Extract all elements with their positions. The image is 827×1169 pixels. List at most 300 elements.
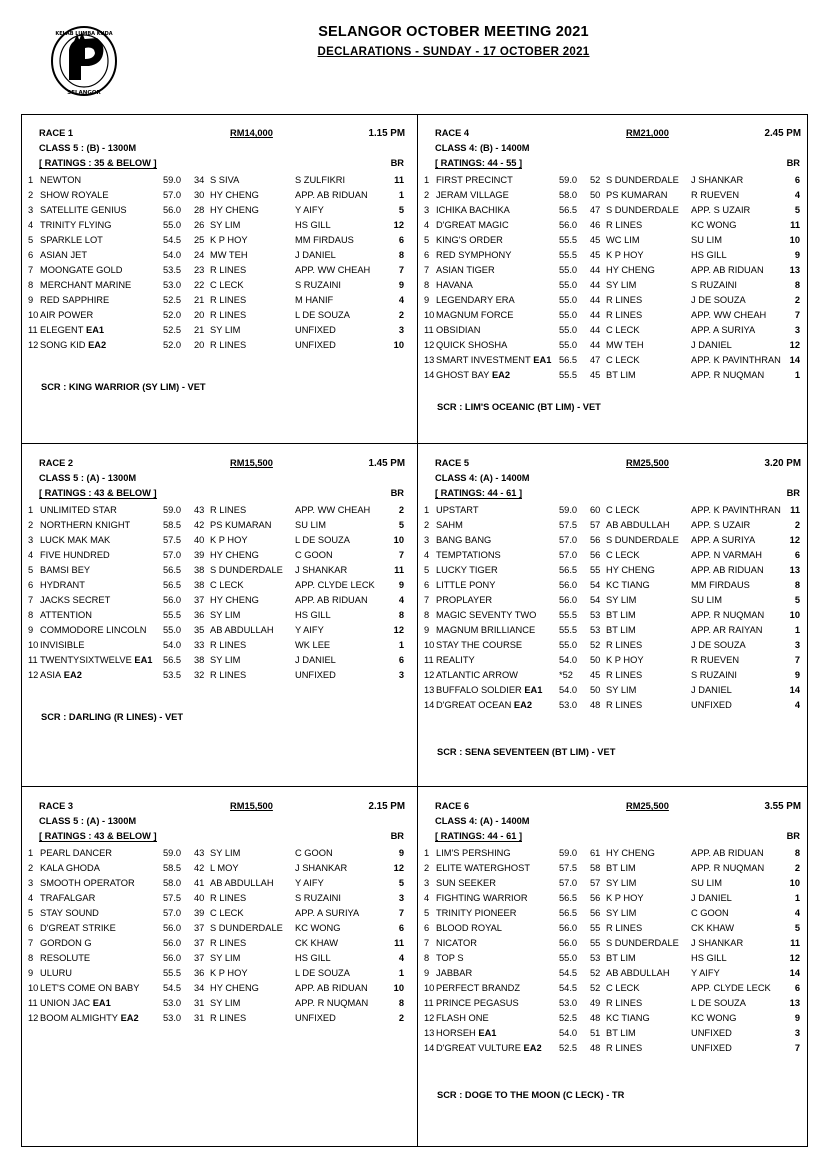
runner-number: 11: [424, 998, 434, 1008]
horse-name-cell: [436, 593, 492, 608]
runner-number: 3: [28, 205, 34, 215]
rating: 20: [194, 340, 205, 350]
horse-name-cell: [40, 951, 90, 966]
weight: 53.0: [163, 280, 182, 290]
runner-row: [21, 668, 415, 683]
runner-row: [21, 846, 415, 861]
runner-list: [21, 173, 415, 353]
runner-row: [417, 668, 811, 683]
jockey: S DUNDERDALE: [606, 938, 679, 948]
race-name: RACE 4: [435, 128, 470, 138]
barrier: 14: [789, 685, 800, 695]
jockey: R LINES: [606, 998, 643, 1008]
runner-row: [417, 503, 811, 518]
horse-name: HYDRANT: [40, 580, 85, 590]
barrier: 9: [398, 848, 404, 858]
race-block: [21, 444, 415, 774]
horse-name-cell: [40, 846, 112, 861]
horse-name: FIGHTING WARRIOR: [436, 893, 528, 903]
runner-row: [21, 1011, 415, 1026]
barrier: 7: [398, 265, 404, 275]
rating: 21: [194, 295, 205, 305]
rating: 42: [194, 520, 205, 530]
emergency-tag: EA1: [524, 685, 543, 695]
rating: 24: [194, 250, 205, 260]
horse-name: LITTLE PONY: [436, 580, 496, 590]
runner-row: [21, 638, 415, 653]
trainer: APP. S UZAIR: [691, 205, 751, 215]
race-class: CLASS 4: (A) - 1400M: [435, 473, 530, 483]
horse-name: RED SYMPHONY: [436, 250, 512, 260]
trainer: SU LIM: [691, 235, 722, 245]
jockey: R LINES: [606, 1043, 643, 1053]
barrier: 3: [794, 1028, 800, 1038]
barrier: 11: [394, 565, 404, 575]
weight: 55.0: [559, 640, 578, 650]
barrier: 7: [398, 550, 404, 560]
runner-number: 11: [28, 655, 38, 665]
rating: 26: [194, 220, 205, 230]
runner-number: 11: [28, 998, 38, 1008]
horse-name-cell: [436, 653, 475, 668]
runner-row: [21, 548, 415, 563]
weight: 56.5: [559, 355, 578, 365]
rating: 48: [590, 700, 601, 710]
horse-name: UNION JAC: [40, 998, 91, 1008]
jockey: HY CHENG: [606, 265, 655, 275]
horse-name: FLASH ONE: [436, 1013, 489, 1023]
barrier: 1: [398, 968, 404, 978]
trainer: C GOON: [295, 848, 333, 858]
rating: 56: [590, 535, 601, 545]
barrier: 5: [794, 923, 800, 933]
emergency-tag: EA2: [63, 670, 82, 680]
barrier: 5: [398, 205, 404, 215]
trainer: APP. AR RAIYAN: [691, 625, 763, 635]
barrier: 4: [794, 700, 800, 710]
jockey: R LINES: [210, 938, 247, 948]
rating: 36: [194, 968, 205, 978]
horse-name-cell: [436, 981, 520, 996]
jockey: R LINES: [606, 220, 643, 230]
rating: 45: [590, 370, 601, 380]
barrier: 6: [794, 983, 800, 993]
horse-name: KALA GHODA: [40, 863, 100, 873]
trainer: SU LIM: [295, 520, 326, 530]
jockey: SY LIM: [210, 610, 241, 620]
race-name: RACE 6: [435, 801, 470, 811]
runner-row: [417, 906, 811, 921]
barrier: 7: [794, 655, 800, 665]
barrier: 1: [794, 625, 800, 635]
runner-row: [417, 563, 811, 578]
barrier: 1: [398, 190, 404, 200]
jockey: AB ABDULLAH: [210, 625, 274, 635]
horse-name: TRINITY FLYING: [40, 220, 112, 230]
jockey: BT LIM: [606, 1028, 636, 1038]
jockey: C LECK: [210, 580, 244, 590]
horse-name: BANG BANG: [436, 535, 492, 545]
barrier: 4: [398, 953, 404, 963]
jockey: L MOY: [210, 863, 239, 873]
trainer: S RUZAINI: [295, 893, 341, 903]
jockey: R LINES: [210, 640, 247, 650]
barrier: 8: [794, 280, 800, 290]
runner-row: [21, 996, 415, 1011]
runner-row: [417, 861, 811, 876]
runner-number: 7: [424, 938, 430, 948]
runner-number: 6: [28, 923, 34, 933]
weight: 57.0: [559, 550, 578, 560]
runner-number: 3: [424, 205, 430, 215]
runner-row: [21, 861, 415, 876]
rating: 52: [590, 175, 601, 185]
weight: 52.0: [163, 340, 182, 350]
horse-name: TRAFALGAR: [40, 893, 96, 903]
trainer: R RUEVEN: [691, 190, 740, 200]
horse-name-cell: [436, 233, 503, 248]
jockey: R LINES: [606, 310, 643, 320]
jockey: C LECK: [606, 325, 640, 335]
emergency-tag: EA2: [88, 340, 107, 350]
jockey: C LECK: [210, 908, 244, 918]
barrier: 8: [398, 250, 404, 260]
trainer: APP. A SURIYA: [295, 908, 360, 918]
runner-row: [21, 323, 415, 338]
rating: 50: [590, 190, 601, 200]
jockey: HY CHENG: [210, 190, 259, 200]
horse-name-cell: [436, 906, 516, 921]
runner-row: [21, 308, 415, 323]
rating: 37: [194, 923, 205, 933]
rating: 52: [590, 983, 601, 993]
weight: 55.0: [163, 625, 182, 635]
weight: 57.5: [559, 520, 578, 530]
trainer: HS GILL: [691, 953, 727, 963]
weight: 55.5: [559, 235, 578, 245]
race-prize: RM15,500: [230, 801, 273, 811]
barrier: 10: [393, 340, 404, 350]
horse-name: ATLANTIC ARROW: [436, 670, 518, 680]
rating: 50: [590, 655, 601, 665]
race-name: RACE 3: [39, 801, 74, 811]
runner-list: [21, 846, 415, 1026]
weight: 55.0: [559, 265, 578, 275]
barrier: 1: [794, 370, 800, 380]
rating: 36: [194, 610, 205, 620]
jockey: R LINES: [210, 310, 247, 320]
weight: 58.0: [163, 878, 182, 888]
weight: 54.5: [163, 983, 182, 993]
horse-name-cell: [436, 1011, 489, 1026]
runner-number: 12: [28, 670, 39, 680]
jockey: R LINES: [210, 295, 247, 305]
barrier: 12: [393, 863, 404, 873]
weight: 56.0: [559, 580, 578, 590]
jockey: K P HOY: [210, 968, 248, 978]
barrier: 9: [398, 580, 404, 590]
jockey: PS KUMARAN: [606, 190, 668, 200]
runner-number: 7: [28, 595, 34, 605]
jockey: MW TEH: [606, 340, 644, 350]
horse-name-cell: [40, 173, 81, 188]
runner-number: 9: [28, 295, 34, 305]
trainer: UNFIXED: [691, 700, 732, 710]
runner-row: [21, 263, 415, 278]
jockey: S DUNDERDALE: [210, 565, 283, 575]
horse-name-cell: [436, 966, 472, 981]
runner-number: 12: [28, 340, 39, 350]
horse-name: ASIAN TIGER: [436, 265, 495, 275]
trainer: UNFIXED: [691, 1043, 732, 1053]
jockey: S DUNDERDALE: [210, 923, 283, 933]
runner-row: [417, 263, 811, 278]
rating: 55: [590, 565, 601, 575]
race-name: RACE 2: [39, 458, 74, 468]
rating: 55: [590, 923, 601, 933]
rating: 40: [194, 893, 205, 903]
horse-name: RED SAPPHIRE: [40, 295, 110, 305]
barrier: 2: [398, 310, 404, 320]
barrier: 12: [789, 535, 800, 545]
runner-row: [21, 563, 415, 578]
trainer: L DE SOUZA: [295, 968, 350, 978]
runner-row: [21, 936, 415, 951]
runner-row: [417, 338, 811, 353]
barrier: 9: [794, 250, 800, 260]
emergency-tag: EA1: [134, 655, 153, 665]
runner-number: 8: [28, 953, 34, 963]
trainer: M HANIF: [295, 295, 334, 305]
runner-row: [21, 203, 415, 218]
trainer: J SHANKAR: [295, 863, 348, 873]
runner-number: 7: [424, 595, 430, 605]
trainer: J SHANKAR: [691, 938, 744, 948]
runner-row: [21, 906, 415, 921]
runner-list: [417, 503, 811, 713]
trainer: APP. R NUQMAN: [295, 998, 369, 1008]
weight: 57.0: [163, 190, 182, 200]
jockey: HY CHENG: [210, 983, 259, 993]
horse-name: ATTENTION: [40, 610, 92, 620]
rating: 28: [194, 205, 205, 215]
jockey: BT LIM: [606, 863, 636, 873]
runner-row: [21, 951, 415, 966]
horse-name-cell: [436, 936, 477, 951]
horse-name-cell: [436, 668, 518, 683]
runner-row: [417, 683, 811, 698]
runner-row: [417, 876, 811, 891]
runner-row: [417, 966, 811, 981]
weight: 58.5: [163, 863, 182, 873]
horse-name-cell: [40, 323, 104, 338]
runner-number: 2: [424, 190, 430, 200]
horse-name: BLOOD ROYAL: [436, 923, 502, 933]
barrier: 3: [794, 325, 800, 335]
runner-row: [417, 518, 811, 533]
runner-row: [417, 368, 811, 383]
barrier: 7: [794, 310, 800, 320]
barrier: 2: [794, 520, 800, 530]
horse-name-cell: [40, 578, 85, 593]
horse-name: UPSTART: [436, 505, 479, 515]
horse-name-cell: [40, 218, 111, 233]
runner-number: 8: [424, 610, 430, 620]
runner-number: 12: [424, 340, 435, 350]
horse-name-cell: [436, 846, 511, 861]
trainer: CK KHAW: [295, 938, 339, 948]
rating: 43: [194, 848, 205, 858]
horse-name: QUICK SHOSHA: [436, 340, 508, 350]
barrier: 5: [794, 595, 800, 605]
runner-row: [417, 638, 811, 653]
rating: 39: [194, 550, 205, 560]
jockey: K P HOY: [606, 250, 644, 260]
horse-name-cell: [436, 218, 509, 233]
horse-name: LUCKY TIGER: [436, 565, 498, 575]
runner-row: [417, 173, 811, 188]
rating: 58: [590, 863, 601, 873]
horse-name-cell: [40, 293, 109, 308]
horse-name-cell: [436, 278, 473, 293]
runner-number: 10: [424, 310, 435, 320]
weight: 57.5: [163, 893, 182, 903]
horse-name: SONG KID: [40, 340, 86, 350]
race-ratings: [ RATINGS : 35 & BELOW ]: [39, 158, 157, 168]
barrier: 10: [789, 878, 800, 888]
horse-name: TWENTYSIXTWELVE: [40, 655, 132, 665]
race-time: 3.55 PM: [764, 801, 801, 812]
rating: 41: [194, 878, 205, 888]
weight: 53.5: [163, 265, 182, 275]
jockey: R LINES: [210, 893, 247, 903]
trainer: Y AIFY: [295, 878, 324, 888]
barrier: 6: [794, 550, 800, 560]
runner-number: 10: [424, 640, 435, 650]
runner-number: 4: [424, 550, 430, 560]
horse-name: PROPLAYER: [436, 595, 493, 605]
horse-name: BOOM ALMIGHTY: [40, 1013, 119, 1023]
trainer: KC WONG: [295, 923, 341, 933]
horse-name: SATELLITE GENIUS: [40, 205, 127, 215]
rating: 56: [590, 893, 601, 903]
trainer: UNFIXED: [295, 670, 336, 680]
race-block: [21, 787, 415, 1117]
barrier: 10: [789, 610, 800, 620]
weight: 59.0: [559, 505, 578, 515]
trainer: Y AIFY: [295, 625, 324, 635]
runner-row: [417, 548, 811, 563]
trainer: R RUEVEN: [691, 655, 740, 665]
weight: 55.0: [559, 325, 578, 335]
runner-number: 2: [28, 520, 34, 530]
horse-name: PRINCE PEGASUS: [436, 998, 519, 1008]
trainer: KC WONG: [691, 220, 737, 230]
horse-name-cell: [436, 608, 536, 623]
horse-name-cell: [40, 533, 110, 548]
horse-name: NEWTON: [40, 175, 82, 185]
weight: 56.5: [163, 655, 182, 665]
rating: 56: [590, 908, 601, 918]
horse-name: LET'S COME ON BABY: [40, 983, 140, 993]
rating: 55: [590, 938, 601, 948]
horse-name-cell: [436, 353, 551, 368]
weight: 56.5: [559, 565, 578, 575]
horse-name: MAGNUM FORCE: [436, 310, 514, 320]
weight: 55.5: [163, 968, 182, 978]
weight: 54.5: [163, 235, 182, 245]
weight: 57.0: [163, 550, 182, 560]
horse-name: KING'S ORDER: [436, 235, 503, 245]
runner-row: [21, 518, 415, 533]
runner-number: 4: [28, 893, 34, 903]
weight: 52.5: [163, 325, 182, 335]
trainer: S RUZAINI: [295, 280, 341, 290]
weight: 58.5: [163, 520, 182, 530]
horse-name: LEGENDARY ERA: [436, 295, 515, 305]
rating: 54: [590, 580, 601, 590]
horse-name-cell: [40, 996, 111, 1011]
race-time: 2.15 PM: [368, 801, 405, 812]
horse-name-cell: [436, 503, 479, 518]
runner-number: 11: [424, 655, 434, 665]
horse-name: SMART INVESTMENT: [436, 355, 531, 365]
scratching-note: SCR : SENA SEVENTEEN (BT LIM) - VET: [437, 747, 616, 757]
runner-number: 6: [424, 580, 430, 590]
barrier: 10: [789, 235, 800, 245]
runner-number: 14: [424, 700, 435, 710]
horse-name-cell: [40, 233, 103, 248]
jockey: SY LIM: [606, 878, 637, 888]
weight: 55.5: [559, 250, 578, 260]
barrier-header: BR: [786, 488, 800, 498]
barrier-header: BR: [390, 158, 404, 168]
horse-name: FIRST PRECINCT: [436, 175, 513, 185]
trainer: APP. N VARMAH: [691, 550, 762, 560]
rating: 42: [194, 863, 205, 873]
rating: 47: [590, 355, 601, 365]
runner-row: [21, 338, 415, 353]
weight: 56.0: [163, 938, 182, 948]
weight: 59.0: [163, 848, 182, 858]
barrier-header: BR: [786, 158, 800, 168]
weight: 57.0: [559, 878, 578, 888]
runner-number: 1: [424, 175, 430, 185]
rating: 31: [194, 998, 205, 1008]
runner-row: [417, 623, 811, 638]
jockey: K P HOY: [210, 235, 248, 245]
runner-number: 10: [28, 983, 39, 993]
runner-row: [417, 578, 811, 593]
barrier: 6: [398, 235, 404, 245]
trainer: S ZULFIKRI: [295, 175, 346, 185]
jockey: C LECK: [210, 280, 244, 290]
jockey: SY LIM: [606, 595, 637, 605]
weight: 56.0: [163, 205, 182, 215]
runner-number: 4: [424, 893, 430, 903]
race-time: 1.15 PM: [368, 128, 405, 139]
horse-name: BUFFALO SOLDIER: [436, 685, 522, 695]
barrier: 9: [398, 280, 404, 290]
rating: 53: [590, 610, 601, 620]
emergency-tag: EA1: [92, 998, 111, 1008]
jockey: R LINES: [606, 670, 643, 680]
horse-name-cell: [436, 293, 515, 308]
scratching-note: SCR : DARLING (R LINES) - VET: [41, 712, 184, 722]
jockey: C LECK: [606, 550, 640, 560]
runner-number: 13: [424, 685, 435, 695]
trainer: KC WONG: [691, 1013, 737, 1023]
